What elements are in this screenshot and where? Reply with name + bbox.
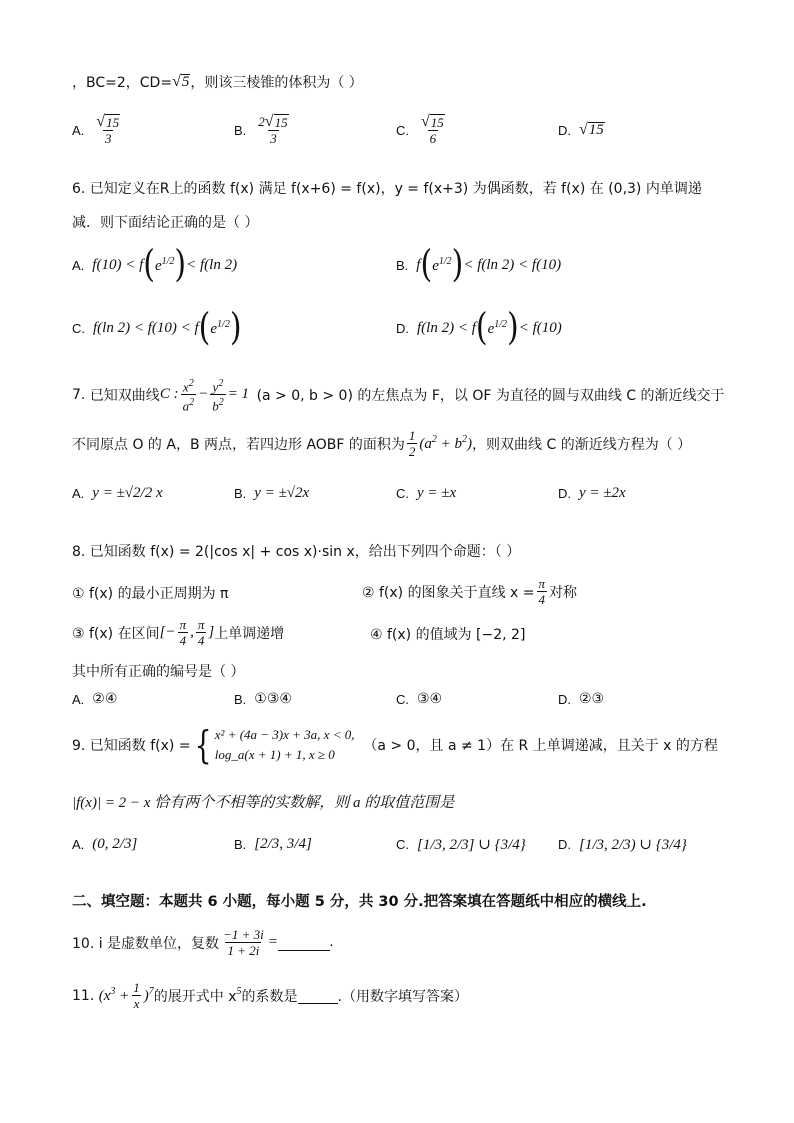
- q8-option-d[interactable]: D. ②③: [558, 691, 605, 707]
- q5-options: [72, 114, 752, 146]
- q11-answer-blank[interactable]: [298, 987, 338, 1004]
- q5-prefix: ，BC=2，CD=: [72, 75, 173, 91]
- q9-option-a[interactable]: A. (0, 2/3]: [72, 836, 138, 852]
- q9-case1: x² + (4a − 3)x + 3a, x < 0,: [214, 727, 355, 742]
- q7-option-c[interactable]: C. y = ±x: [396, 485, 457, 501]
- section2-title: 二、填空题：本题共 6 小题，每小题 5 分，共 30 分.把答案填在答题纸中相应的横线上.: [72, 894, 647, 910]
- q5-option-b[interactable]: B. 2 √ 15 3: [234, 113, 288, 146]
- q5-option-a[interactable]: A. √ 15 3: [72, 113, 120, 146]
- q9-line2: |f(x)| = 2 − x 恰有两个不相等的实数解，则 a 的取值范围是: [72, 795, 455, 811]
- q8-prop3: ③ f(x) 在区间 [− $\frac{\pi}{4}$ , $\frac{\pi}{4}$ ] 上单调递增: [72, 617, 285, 648]
- q8-option-c[interactable]: C. ③④: [396, 691, 443, 707]
- q9-line1: 9. 已知函数 f(x) = { x² + (4a − 3)x + 3a, x < 0, log_a(x + 1) + 1, x ≥ 0 （a > 0，且 a ≠ 1）在 R 上单调递减，且关于 x 的方程: [72, 723, 718, 767]
- q9-options: [72, 835, 752, 854]
- q6-line2: 减．则下面结论正确的是（ ）: [72, 215, 259, 231]
- q6-option-b[interactable]: B. f ( $e^{1/2}$ ) < f(ln 2) < f(10): [396, 242, 562, 287]
- q5-option-c[interactable]: C. √ 15 6: [396, 113, 444, 146]
- q6-option-a[interactable]: A. f(10) < f ( $e^{1/2}$ ) < f(ln 2): [72, 242, 238, 287]
- q5-suffix: ，则该三棱锥的体积为（ ）: [190, 75, 363, 91]
- q9-option-d[interactable]: D. [1/3, 2/3) ∪ {3/4}: [558, 837, 687, 853]
- q8-prop1: ① f(x) 的最小正周期为 π: [72, 586, 229, 602]
- q9-case2: log_a(x + 1) + 1, x ≥ 0: [214, 747, 335, 762]
- q7-line1: 7. 已知双曲线 C : $\frac{x^2}{a^2}$ − $\frac{y^2}{b^2}$ = 1 (a > 0, b > 0) 的左焦点为 F，以 OF 为直径的圆与双曲线 C 的渐近线交于: [72, 378, 725, 414]
- q6-option-c[interactable]: C. f(ln 2) < f(10) < f ( $e^{1/2}$ ): [72, 305, 242, 350]
- q5-stem: [72, 72, 363, 92]
- q8-option-b[interactable]: B. ①③④: [234, 691, 292, 707]
- q10-answer-blank[interactable]: [278, 934, 330, 951]
- q7-option-d[interactable]: D. y = ±2x: [558, 485, 626, 501]
- q6-option-d[interactable]: D. f(ln 2) < f ( $e^{1/2}$ ) < f(10): [396, 305, 562, 350]
- q8-prop2: ② f(x) 的图象关于直线 x = $\frac{\pi}{4}$ 对称: [362, 576, 578, 607]
- q8-option-a[interactable]: A. ②④: [72, 691, 118, 707]
- q8-options: [72, 691, 752, 707]
- q7-options: [72, 485, 752, 502]
- q8-ask: 其中所有正确的编号是（ ）: [72, 664, 245, 680]
- q9-option-c[interactable]: C. [1/3, 2/3] ∪ {3/4}: [396, 837, 526, 853]
- q10: 10. i 是虚数单位，复数 $\frac{-1 + 3i}{1 + 2i}$ = .: [72, 927, 334, 958]
- q5-sqrt: √ 5: [172, 73, 190, 90]
- q7-line2: 不同原点 O 的 A，B 两点，若四边形 AOBF 的面积为 $\frac{1}{2}$ $(a^2 + b^2)$ ，则双曲线 C 的渐近线方程为（ ）: [72, 428, 692, 459]
- q5-option-d[interactable]: D. √ 15: [558, 121, 604, 138]
- q7-option-b[interactable]: B. y = ±√2x: [234, 485, 310, 501]
- q6-line1: 6. 已知定义在R上的函数 f(x) 满足 f(x+6) = f(x)，y = f(x+3) 为偶函数，若 f(x) 在 (0,3) 内单调递: [72, 181, 702, 197]
- q9-option-b[interactable]: B. [2/3, 3/4]: [234, 836, 312, 852]
- q8-prop4: ④ f(x) 的值域为 [−2, 2]: [370, 627, 526, 643]
- q8-line1: 8. 已知函数 f(x) = 2(|cos x| + cos x)·sin x，给出下列四个命题：（ ）: [72, 544, 521, 560]
- q7-option-a[interactable]: A. y = ±√2/2 x: [72, 485, 163, 501]
- q11: 11. ($x^3$ + $\frac{1}{x}$ )$^7$ 的展开式中 x $^5$ 的系数是 .（用数字填写答案）: [72, 980, 468, 1011]
